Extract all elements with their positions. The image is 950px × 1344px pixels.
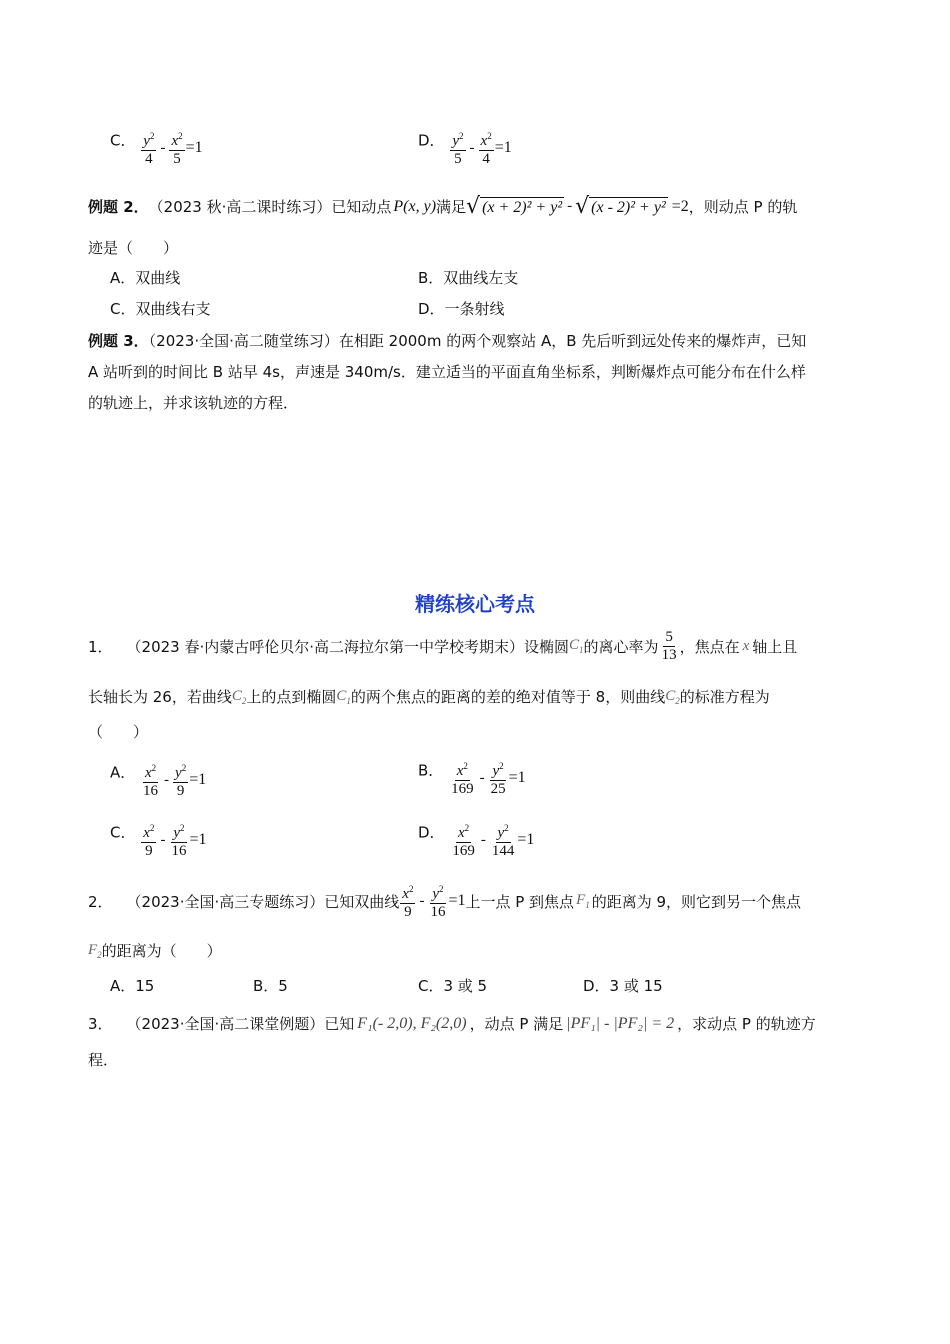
ex2-option-c: C．双曲线右支 <box>110 300 211 318</box>
sqrt-term-2: √ (x - 2)² + y² <box>575 194 666 219</box>
q2-option-c: C．3 或 5 <box>418 977 488 995</box>
question-1-line2: 长轴长为 26，若曲线 $C_2$ 上的点到椭圆 $C_1$ 的两个焦点的距离的差的绝对值等于 8，则曲线 $C_2$ 的标准方程为 <box>88 687 770 706</box>
q1-option-b: B． $\frac{x^2}{169}$ - $\frac{y^2}{25}$ =1 <box>418 758 526 798</box>
q1-option-c: C． $\frac{x^2}{9}$ - $\frac{y^2}{16}$ =1 <box>110 820 206 860</box>
example-3-line2: A 站听到的时间比 B 站早 4s，声速是 340m/s．建立适当的平面直角坐标系，判断爆炸点可能分布在什么样 <box>88 363 806 381</box>
ex2-option-a: A．双曲线 <box>110 269 181 287</box>
top-option-d: D． $\frac{y^2}{5}$ - $\frac{x^2}{4}$ =1 <box>418 128 512 168</box>
q1-option-a: A． $\frac{x^2}{16}$ - $\frac{y^2}{9}$ =1 <box>110 760 206 800</box>
question-2-line1: 2． （2023·全国·高三专题练习）已知双曲线 $\frac{x^2}{9}$ - $\frac{y^2}{16}$ =1 上一点 P 到焦点 $F_1$ 的距离为 9，则它到另一个焦点 <box>88 880 801 922</box>
eccentricity-fraction: $\frac{5}{13}$ <box>661 628 677 663</box>
q2-option-b: B．5 <box>253 977 288 995</box>
example-3-line1: 例题 3．（2023·全国·高二随堂练习）在相距 2000m 的两个观察站 A，B 先后听到远处传来的爆炸声，已知 <box>88 332 807 350</box>
q2-option-d: D．3 或 15 <box>583 977 663 995</box>
ex2-option-d: D．一条射线 <box>418 300 505 318</box>
section-title: 精练核心考点 <box>415 592 535 616</box>
top-option-c: C． $\frac{y^2}{4}$ - $\frac{x^2}{5}$ =1 <box>110 128 203 168</box>
question-3-line1: 3． （2023·全国·高二课堂例题）已知 F₁(- 2,0), F₂(2,0) ，动点 P 满足 |PF₁| - |PF₂| = 2 ，求动点 P 的轨迹方 <box>88 1014 816 1033</box>
example-2-line1: 例题 2． （2023 秋·高二课时练习）已知动点 P (x, y) 满足 √ (x + 2)² + y² - √ (x - 2)² + y² =2 ，则动点 P 的轨 <box>88 194 798 219</box>
example-2-line2: 迹是（ ） <box>88 239 179 257</box>
question-1-line1: 1． （2023 春·内蒙古呼伦贝尔·高二海拉尔第一中学校考期末）设椭圆 $C_1$ 的离心率为 $\frac{5}{13}$ ，焦点在 x 轴上且 <box>88 628 798 663</box>
example-3-line3: 的轨迹上，并求该轨迹的方程． <box>88 394 299 412</box>
equation: $\frac{y^2}{4}$ - $\frac{x^2}{5}$ =1 <box>140 128 202 168</box>
q1-option-d: D． $\frac{x^2}{169}$ - $\frac{y^2}{144}$ =1 <box>418 820 534 860</box>
hyperbola-equation: $\frac{x^2}{9}$ - $\frac{y^2}{16}$ =1 <box>399 881 465 921</box>
question-1-line3: （ ） <box>88 723 149 741</box>
question-3-line2: 程． <box>88 1051 119 1069</box>
equation: $\frac{y^2}{5}$ - $\frac{x^2}{4}$ =1 <box>449 128 511 168</box>
sqrt-term-1: √ (x + 2)² + y² <box>466 194 563 219</box>
q2-option-a: A．15 <box>110 977 155 995</box>
ex2-option-b: B．双曲线左支 <box>418 269 519 287</box>
question-2-line2: $F_2$ 的距离为（ ） <box>88 941 222 960</box>
